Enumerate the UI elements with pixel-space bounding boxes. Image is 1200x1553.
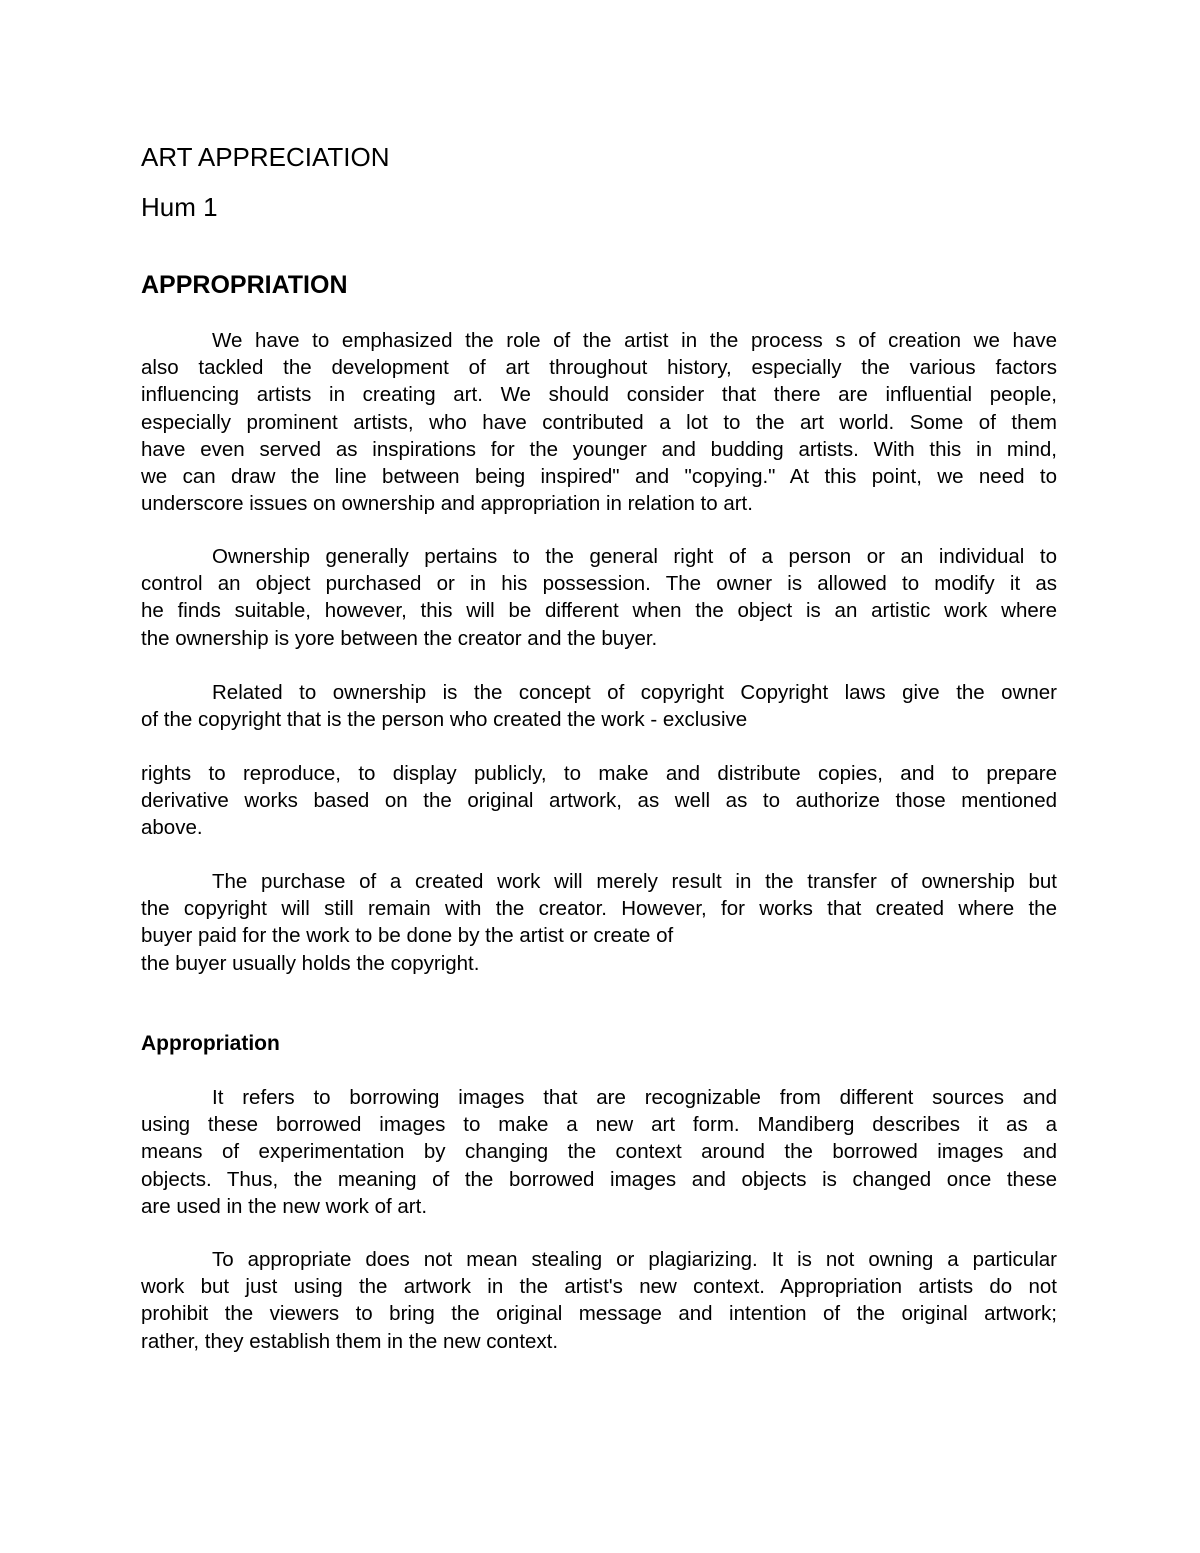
- paragraph-line: prohibit the viewers to bring the original message and intention of the original artwork;: [141, 1302, 1057, 1326]
- paragraph-line: control an object purchased or in his possession. The owner is allowed to modify it as: [141, 572, 1057, 596]
- paragraph-line: objects. Thus, the meaning of the borrowed images and objects is changed once these: [141, 1167, 1057, 1191]
- paragraph-line: the copyright will still remain with the creator. However, for works that created where the: [141, 897, 1057, 921]
- course-title: ART APPRECIATION: [141, 142, 390, 172]
- paragraph-line: buyer paid for the work to be done by the artist or create of: [141, 924, 674, 948]
- paragraph-borrowing-images: [141, 1084, 1057, 1220]
- paragraph-line: using these borrowed images to make a new art form. Mandiberg describes it as a: [141, 1113, 1057, 1137]
- paragraph-line: We have to emphasized the role of the artist in the process s of creation we have: [212, 329, 1057, 352]
- paragraph-line: influencing artists in creating art. We should consider that there are influential people,: [141, 383, 1057, 407]
- paragraph-line: The purchase of a created work will merely result in the transfer of ownership but: [212, 870, 1057, 893]
- section-heading-appropriation-sub: Appropriation: [141, 1032, 280, 1055]
- paragraph-line: rights to reproduce, to display publicly, to make and distribute copies, and to prepare: [141, 762, 1057, 785]
- paragraph-copyright: [141, 679, 1057, 733]
- paragraph-line: derivative works based on the original artwork, as well as to authorize those mentioned: [141, 789, 1057, 813]
- course-code: Hum 1: [141, 192, 218, 222]
- paragraph-role-of-artist: [141, 327, 1057, 517]
- paragraph-line: he finds suitable, however, this will be different when the object is an artistic work where: [141, 599, 1057, 623]
- paragraph-line: rather, they establish them in the new context.: [141, 1329, 559, 1353]
- paragraph-line: also tackled the development of art throughout history, especially the various factors: [141, 356, 1057, 380]
- paragraph-line: especially prominent artists, who have contributed a lot to the art world. Some of them: [141, 410, 1057, 434]
- paragraph-line: the ownership is yore between the creator and the buyer.: [141, 626, 658, 650]
- paragraph-ownership: [141, 543, 1057, 652]
- paragraph-rights: [141, 760, 1057, 842]
- paragraph-line: To appropriate does not mean stealing or plagiarizing. It is not owning a particular: [212, 1248, 1057, 1271]
- section-heading-appropriation: APPROPRIATION: [141, 271, 348, 299]
- paragraph-purchase: [141, 868, 1057, 977]
- paragraph-line: have even served as inspirations for the younger and budding artists. With this in mind,: [141, 437, 1057, 461]
- paragraph-line: we can draw the line between being inspired" and "copying." At this point, we need to: [141, 465, 1057, 489]
- paragraph-line: Related to ownership is the concept of copyright Copyright laws give the owner: [212, 681, 1057, 704]
- paragraph-line: Ownership generally pertains to the general right of a person or an individual to: [212, 545, 1057, 568]
- paragraph-line: means of experimentation by changing the context around the borrowed images and: [141, 1140, 1057, 1164]
- paragraph-line: underscore issues on ownership and appropriation in relation to art.: [141, 492, 753, 516]
- paragraph-line: above.: [141, 816, 203, 840]
- paragraph-line: of the copyright that is the person who created the work - exclusive: [141, 708, 748, 732]
- paragraph-line: It refers to borrowing images that are recognizable from different sources and: [212, 1086, 1057, 1109]
- paragraph-line: the buyer usually holds the copyright.: [141, 951, 480, 975]
- paragraph-line: are used in the new work of art.: [141, 1194, 428, 1218]
- paragraph-line: work but just using the artwork in the artist's new context. Appropriation artists do not: [141, 1275, 1057, 1299]
- paragraph-not-stealing: [141, 1246, 1057, 1355]
